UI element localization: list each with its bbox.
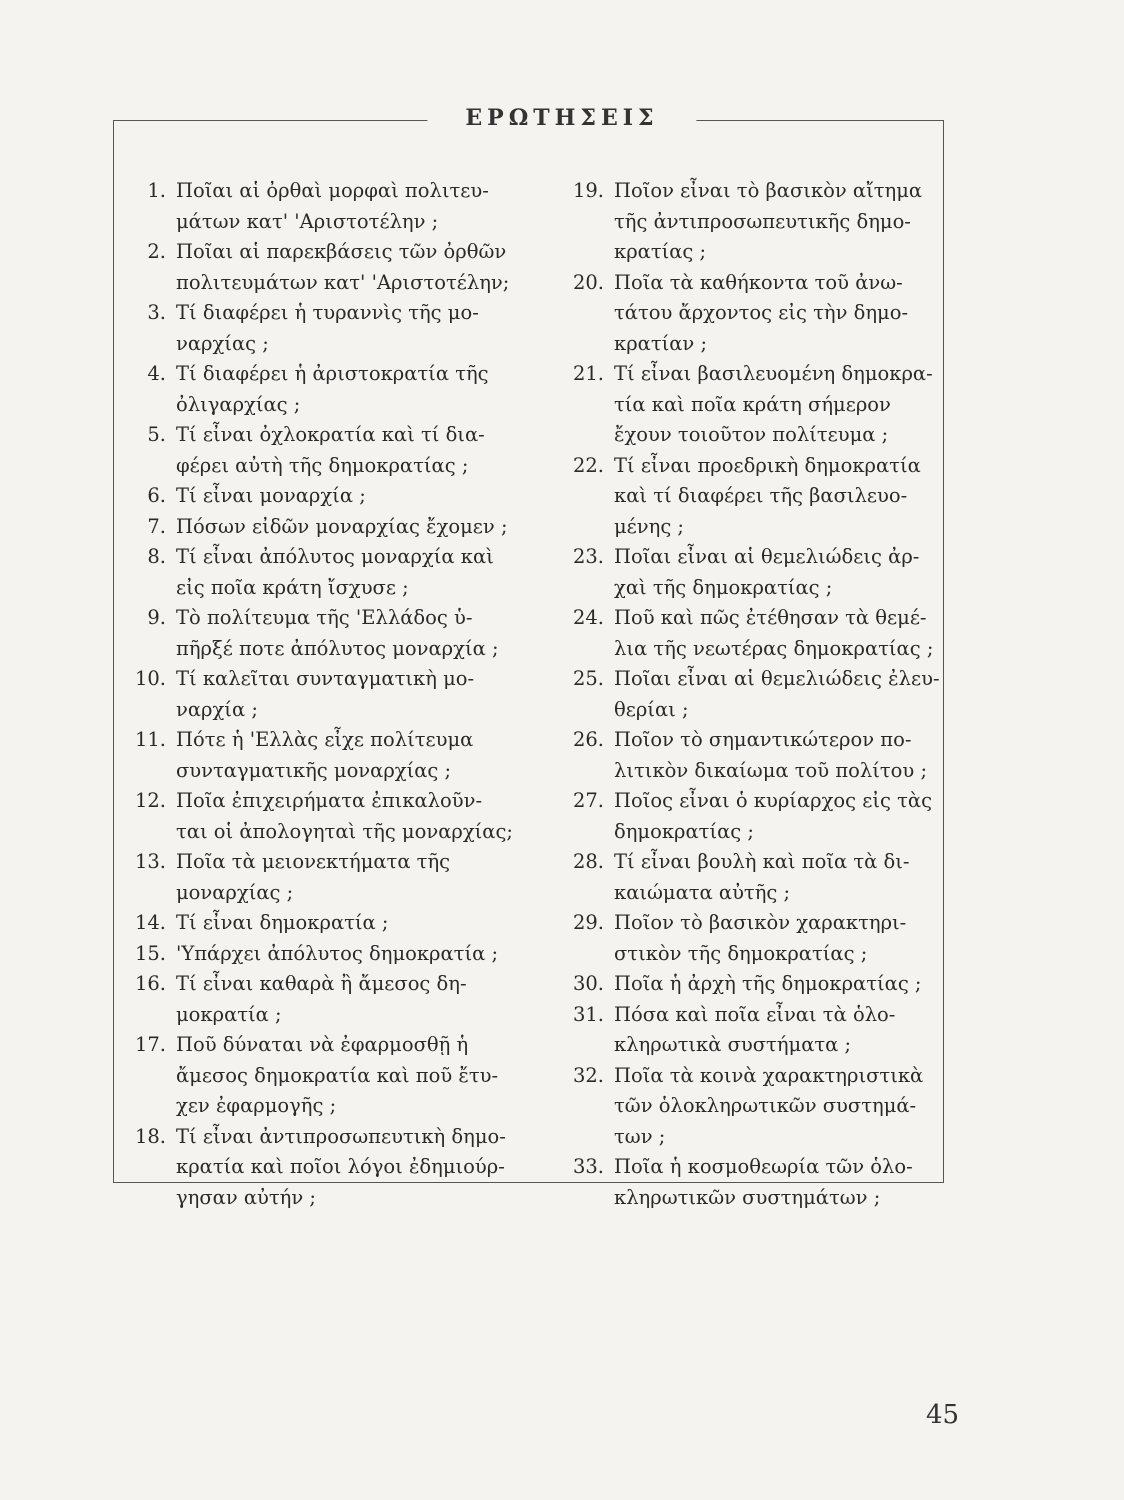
question-line: 'Υπάρχει ἀπόλυτος δημοκρατία ; <box>176 941 499 965</box>
question-item <box>128 542 523 603</box>
question-number: 7. <box>147 514 166 538</box>
question-number: 5. <box>147 423 166 446</box>
question-line: θερίαι ; <box>614 697 689 721</box>
question-line: Πόσα καὶ ποῖα εἶναι τὰ ὁλο- <box>614 1002 896 1026</box>
question-item <box>556 786 946 847</box>
question-line: Ποῖα ἡ κοσμοθεωρία τῶν ὁλο- <box>614 1155 913 1178</box>
question-line: Πόσων εἰδῶν μοναρχίας ἔχομεν ; <box>176 514 508 538</box>
question-line: Τὸ πολίτευμα τῆς 'Ελλάδος ὑ- <box>176 606 473 629</box>
question-number: 33. <box>572 1155 604 1178</box>
question-text <box>176 603 523 664</box>
question-item <box>128 298 523 359</box>
question-item <box>128 512 523 543</box>
question-number: 9. <box>147 606 166 629</box>
question-line: Τί διαφέρει ἡ τυραννὶς τῆς μο- <box>176 301 479 324</box>
question-line: χεν ἐφαρμογῆς ; <box>176 1094 337 1117</box>
question-line: Τί εἶναι ἀπόλυτος μοναρχία καὶ <box>176 545 494 568</box>
question-text <box>614 786 946 847</box>
question-number: 29. <box>572 911 604 934</box>
question-line: Ποῖα ἐπιχειρήματα ἐπικαλοῦν- <box>176 789 483 812</box>
question-text <box>614 176 946 268</box>
question-text <box>176 664 523 725</box>
question-text <box>614 847 946 908</box>
question-item <box>556 603 946 664</box>
question-line: Τί διαφέρει ἡ ἀριστοκρατία τῆς <box>176 362 489 385</box>
question-line: ται οἱ ἀπολογηταὶ τῆς μοναρχίας; <box>176 819 513 843</box>
question-text <box>176 969 523 1030</box>
question-item <box>556 1061 946 1153</box>
question-text <box>176 725 523 786</box>
question-item <box>128 176 523 237</box>
question-line: Τί εἶναι μοναρχία ; <box>176 484 366 507</box>
question-item <box>128 481 523 512</box>
question-line: Τί καλεῖται συνταγματικὴ μο- <box>176 667 475 690</box>
question-item <box>128 847 523 908</box>
question-item <box>128 908 523 939</box>
question-line: κρατίας ; <box>614 240 707 263</box>
question-line: ἄμεσος δημοκρατία καὶ ποῦ ἔτυ- <box>176 1063 499 1087</box>
question-item <box>556 176 946 268</box>
question-line: Τί εἶναι ὀχλοκρατία καὶ τί δια- <box>176 423 485 446</box>
question-line: καὶ τί διαφέρει τῆς βασιλευο- <box>614 484 908 507</box>
question-number: 10. <box>134 667 166 690</box>
question-number: 12. <box>134 789 166 812</box>
question-number: 1. <box>147 179 166 202</box>
question-item <box>556 451 946 543</box>
question-line: τία καὶ ποῖα κράτη σήμερον <box>614 392 891 416</box>
question-text <box>614 268 946 360</box>
question-line: Ποῖον τὸ βασικὸν χαρακτηρι- <box>614 911 907 934</box>
question-text <box>614 1061 946 1153</box>
question-text <box>614 451 946 543</box>
question-number: 15. <box>134 941 166 965</box>
question-text <box>176 481 523 512</box>
question-line: λια τῆς νεωτέρας δημοκρατίας ; <box>614 636 934 660</box>
question-number: 3. <box>147 301 166 324</box>
question-text <box>176 1122 523 1214</box>
question-item <box>128 603 523 664</box>
question-item <box>128 1030 523 1122</box>
question-line: Ποῖον τὸ σημαντικώτερον πο- <box>614 728 912 751</box>
question-line: πολιτευμάτων κατ' 'Αριστοτέλην; <box>176 270 510 294</box>
question-number: 2. <box>147 240 166 263</box>
question-line: Ποῖα τὰ κοινὰ χαρακτηριστικὰ <box>614 1063 924 1087</box>
question-line: Τί εἶναι προεδρικὴ δημοκρατία <box>614 453 921 477</box>
question-number: 32. <box>572 1063 604 1087</box>
question-item <box>128 664 523 725</box>
question-line: ναρχίας ; <box>176 331 269 355</box>
question-line: Πότε ἡ 'Ελλὰς εἶχε πολίτευμα <box>176 728 474 751</box>
question-line: καιώματα αὐτῆς ; <box>614 880 791 904</box>
question-line: Τί εἶναι ἀντιπροσωπευτικὴ δημο- <box>176 1124 506 1148</box>
questions-right-column <box>556 176 946 1213</box>
question-text <box>176 359 523 420</box>
question-text <box>614 542 946 603</box>
question-number: 19. <box>572 179 604 202</box>
question-line: κρατίαν ; <box>614 331 708 355</box>
question-line: μοναρχίας ; <box>176 880 294 904</box>
question-line: Ποῦ δύναται νὰ ἐφαρμοσθῇ ἡ <box>176 1033 469 1056</box>
question-text <box>176 908 523 939</box>
question-number: 8. <box>147 545 166 568</box>
question-line: εἰς ποῖα κράτη ἴσχυσε ; <box>176 575 409 599</box>
questions-left-column <box>128 176 523 1213</box>
question-line: Ποῖα ἡ ἀρχὴ τῆς δημοκρατίας ; <box>614 972 922 995</box>
question-line: ναρχία ; <box>176 697 258 721</box>
question-text <box>614 664 946 725</box>
question-line: Ποῖαι αἱ ὀρθαὶ μορφαὶ πολιτευ- <box>176 179 489 202</box>
question-number: 14. <box>134 911 166 934</box>
question-text <box>176 847 523 908</box>
question-text <box>614 1152 946 1213</box>
question-line: Ποῖα τὰ μειονεκτήματα τῆς <box>176 850 451 873</box>
question-text <box>614 908 946 969</box>
question-line: λιτικὸν δικαίωμα τοῦ πολίτου ; <box>614 758 928 782</box>
question-line: Τί εἶναι βασιλευομένη δημοκρα- <box>614 362 933 385</box>
question-line: τάτου ἄρχοντος εἰς τὴν δημο- <box>614 301 909 324</box>
page-number: 45 <box>926 1400 960 1430</box>
question-line: κληρωτικὰ συστήματα ; <box>614 1033 852 1056</box>
page-title: ΕΡΩΤΗΣΕΙΣ <box>427 105 696 131</box>
question-line: Ποῖα τὰ καθήκοντα τοῦ ἀνω- <box>614 270 903 294</box>
question-line: τῶν ὁλοκληρωτικῶν συστημά- <box>614 1094 917 1117</box>
question-text <box>176 176 523 237</box>
question-item <box>556 664 946 725</box>
question-number: 17. <box>134 1033 166 1056</box>
question-number: 21. <box>572 362 604 385</box>
question-item <box>556 725 946 786</box>
question-line: κρατία καὶ ποῖοι λόγοι ἐδημιούρ- <box>176 1155 505 1178</box>
question-text <box>176 237 523 298</box>
question-item <box>128 939 523 970</box>
question-number: 16. <box>134 972 166 995</box>
question-text <box>176 542 523 603</box>
question-line: Ποῖον εἶναι τὸ βασικὸν αἴτημα <box>614 179 923 202</box>
question-line: τῆς ἀντιπροσωπευτικῆς δημο- <box>614 209 911 233</box>
question-text <box>176 298 523 359</box>
question-item <box>128 1122 523 1214</box>
question-item <box>556 542 946 603</box>
question-number: 11. <box>134 728 166 751</box>
question-item <box>556 1152 946 1213</box>
question-line: μάτων κατ' 'Αριστοτέλην ; <box>176 209 439 233</box>
question-item <box>556 908 946 969</box>
question-line: Τί εἶναι δημοκρατία ; <box>176 911 389 934</box>
question-number: 26. <box>572 728 604 751</box>
question-line: Ποῦ καὶ πῶς ἐτέθησαν τὰ θεμέ- <box>614 606 927 629</box>
question-line: πῆρξέ ποτε ἀπόλυτος μοναρχία ; <box>176 636 499 660</box>
question-line: συνταγματικῆς μοναρχίας ; <box>176 758 452 782</box>
question-line: κληρωτικῶν συστημάτων ; <box>614 1185 881 1209</box>
question-text <box>614 969 946 1000</box>
question-line: στικὸν τῆς δημοκρατίας ; <box>614 941 868 965</box>
question-text <box>176 1030 523 1122</box>
question-line: ἔχουν τοιοῦτον πολίτευμα ; <box>614 423 889 446</box>
question-number: 24. <box>572 606 604 629</box>
question-line: φέρει αὐτὴ τῆς δημοκρατίας ; <box>176 453 469 477</box>
question-number: 18. <box>134 1124 166 1148</box>
question-number: 13. <box>134 850 166 873</box>
question-item <box>556 359 946 451</box>
question-line: Ποῖος εἶναι ὁ κυρίαρχος εἰς τὰς <box>614 789 933 812</box>
question-line: μένης ; <box>614 514 685 538</box>
question-line: Ποῖαι εἶναι αἱ θεμελιώδεις ἐλευ- <box>614 667 940 690</box>
question-line: μοκρατία ; <box>176 1002 282 1026</box>
question-item <box>128 786 523 847</box>
question-line: Τί εἶναι βουλὴ καὶ ποῖα τὰ δι- <box>614 850 910 873</box>
question-text <box>176 420 523 481</box>
question-text <box>176 786 523 847</box>
question-number: 20. <box>572 270 604 294</box>
question-line: ὀλιγαρχίας ; <box>176 392 301 416</box>
question-line: δημοκρατίας ; <box>614 819 754 843</box>
question-item <box>128 237 523 298</box>
question-item <box>128 725 523 786</box>
question-number: 28. <box>572 850 604 873</box>
question-text <box>176 512 523 543</box>
question-line: των ; <box>614 1124 666 1148</box>
question-item <box>556 1000 946 1061</box>
question-text <box>614 725 946 786</box>
question-line: Ποῖαι αἱ παρεκβάσεις τῶν ὀρθῶν <box>176 240 507 263</box>
question-number: 25. <box>572 667 604 690</box>
question-item <box>128 420 523 481</box>
question-item <box>556 847 946 908</box>
question-line: χαὶ τῆς δημοκρατίας ; <box>614 575 833 599</box>
question-line: γησαν αὐτήν ; <box>176 1185 316 1209</box>
question-number: 27. <box>572 789 604 812</box>
question-item <box>556 268 946 360</box>
question-text <box>614 603 946 664</box>
question-item <box>128 969 523 1030</box>
question-text <box>614 359 946 451</box>
question-number: 6. <box>147 484 166 507</box>
question-item <box>556 969 946 1000</box>
question-text <box>176 939 523 970</box>
question-number: 23. <box>572 545 604 568</box>
question-line: Ποῖαι εἶναι αἱ θεμελιώδεις ἀρ- <box>614 545 920 568</box>
question-line: Τί εἶναι καθαρὰ ἢ ἄμεσος δη- <box>176 972 467 995</box>
question-number: 22. <box>572 453 604 477</box>
question-number: 4. <box>147 362 166 385</box>
question-text <box>614 1000 946 1061</box>
question-item <box>128 359 523 420</box>
question-number: 31. <box>572 1002 604 1026</box>
question-number: 30. <box>572 972 604 995</box>
